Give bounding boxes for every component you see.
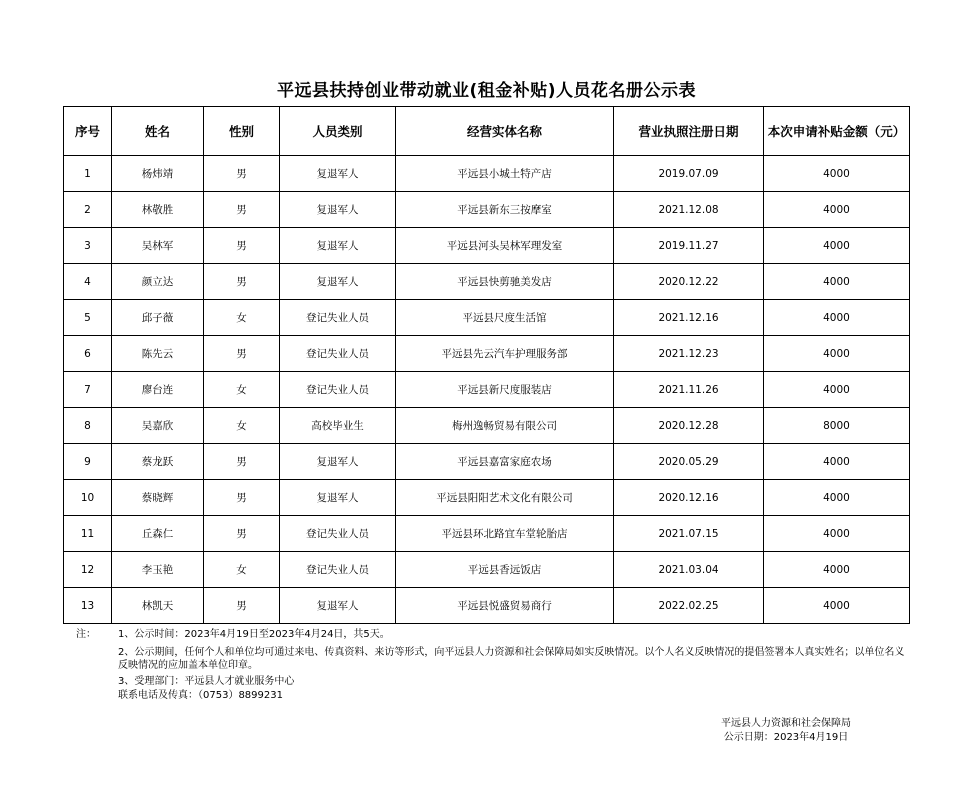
cell-business: 平远县新尺度服装店 (396, 372, 614, 408)
cell-amount: 4000 (764, 444, 910, 480)
cell-name: 李玉艳 (112, 552, 204, 588)
cell-reg-date: 2021.12.16 (614, 300, 764, 336)
cell-amount: 4000 (764, 588, 910, 624)
table-header-row (64, 107, 910, 156)
cell-business: 平远县香远饭店 (396, 552, 614, 588)
cell-index: 5 (64, 300, 112, 336)
cell-name: 颜立达 (112, 264, 204, 300)
cell-business: 平远县尺度生活馆 (396, 300, 614, 336)
cell-index: 9 (64, 444, 112, 480)
cell-business: 平远县小城土特产店 (396, 156, 614, 192)
footer-date: 公示日期：2023年4月19日 (723, 732, 849, 743)
cell-index: 6 (64, 336, 112, 372)
cell-amount: 4000 (764, 552, 910, 588)
cell-category: 复退军人 (280, 192, 396, 228)
cell-category: 复退军人 (280, 228, 396, 264)
cell-name: 吴嘉欣 (112, 408, 204, 444)
cell-reg-date: 2020.12.22 (614, 264, 764, 300)
cell-gender: 男 (204, 264, 280, 300)
cell-gender: 男 (204, 480, 280, 516)
cell-gender: 女 (204, 300, 280, 336)
cell-index: 7 (64, 372, 112, 408)
cell-name: 廖台连 (112, 372, 204, 408)
cell-reg-date: 2022.02.25 (614, 588, 764, 624)
cell-gender: 女 (204, 408, 280, 444)
table-row (64, 264, 910, 300)
cell-gender: 女 (204, 372, 280, 408)
cell-category: 复退军人 (280, 156, 396, 192)
header-index: 序号 (64, 107, 112, 156)
cell-name: 陈先云 (112, 336, 204, 372)
table-row (64, 228, 910, 264)
cell-name: 丘森仁 (112, 516, 204, 552)
cell-name: 蔡晓辉 (112, 480, 204, 516)
cell-business: 平远县嘉富家庭农场 (396, 444, 614, 480)
cell-category: 登记失业人员 (280, 516, 396, 552)
header-name: 姓名 (112, 107, 204, 156)
cell-gender: 男 (204, 228, 280, 264)
table-row (64, 444, 910, 480)
roster-table (63, 106, 910, 624)
header-amount: 本次申请补贴金额（元） (764, 107, 910, 156)
cell-reg-date: 2020.12.16 (614, 480, 764, 516)
cell-index: 8 (64, 408, 112, 444)
cell-index: 2 (64, 192, 112, 228)
cell-reg-date: 2019.11.27 (614, 228, 764, 264)
cell-amount: 4000 (764, 264, 910, 300)
cell-name: 蔡龙跃 (112, 444, 204, 480)
note-accepting-department: 3、受理部门：平远县人才就业服务中心 (118, 676, 295, 687)
cell-category: 高校毕业生 (280, 408, 396, 444)
footer-issuer: 平远县人力资源和社会保障局 (721, 718, 851, 729)
cell-gender: 男 (204, 588, 280, 624)
table-row (64, 372, 910, 408)
notes-label: 注： (76, 629, 96, 640)
cell-amount: 4000 (764, 228, 910, 264)
cell-business: 平远县快剪驰美发店 (396, 264, 614, 300)
cell-index: 11 (64, 516, 112, 552)
cell-category: 复退军人 (280, 264, 396, 300)
cell-category: 复退军人 (280, 588, 396, 624)
cell-gender: 女 (204, 552, 280, 588)
cell-category: 复退军人 (280, 444, 396, 480)
table-row (64, 552, 910, 588)
cell-business: 平远县环北路宜车堂轮胎店 (396, 516, 614, 552)
table-row (64, 480, 910, 516)
cell-amount: 4000 (764, 480, 910, 516)
table-row (64, 336, 910, 372)
header-gender: 性别 (204, 107, 280, 156)
table-row (64, 192, 910, 228)
cell-reg-date: 2020.05.29 (614, 444, 764, 480)
cell-index: 10 (64, 480, 112, 516)
cell-amount: 4000 (764, 156, 910, 192)
cell-gender: 男 (204, 156, 280, 192)
cell-business: 平远县河头吴林军理发室 (396, 228, 614, 264)
cell-gender: 男 (204, 192, 280, 228)
note-publicity-period: 1、公示时间：2023年4月19日至2023年4月24日，共5天。 (118, 629, 390, 640)
note-feedback-channels: 2、公示期间，任何个人和单位均可通过来电、传真资料、来访等形式，向平远县人力资源和社会保障局如实反映情况。以个人名义反映情况的提倡签署本人真实姓名；以单位名义反映情况的应加盖本单位印章。 (118, 647, 905, 671)
page-title: 平远县扶持创业带动就业(租金补贴)人员花名册公示表 (276, 81, 697, 101)
cell-amount: 4000 (764, 300, 910, 336)
cell-index: 3 (64, 228, 112, 264)
cell-gender: 男 (204, 444, 280, 480)
header-business: 经营实体名称 (396, 107, 614, 156)
table-row (64, 588, 910, 624)
cell-index: 1 (64, 156, 112, 192)
cell-gender: 男 (204, 336, 280, 372)
note-contact-phone: 联系电话及传真：（0753）8899231 (118, 690, 283, 701)
cell-reg-date: 2021.12.08 (614, 192, 764, 228)
cell-category: 登记失业人员 (280, 336, 396, 372)
cell-reg-date: 2021.12.23 (614, 336, 764, 372)
table-row (64, 156, 910, 192)
cell-category: 登记失业人员 (280, 300, 396, 336)
cell-business: 梅州逸畅贸易有限公司 (396, 408, 614, 444)
cell-gender: 男 (204, 516, 280, 552)
cell-reg-date: 2021.11.26 (614, 372, 764, 408)
cell-amount: 4000 (764, 516, 910, 552)
cell-business: 平远县新东三按摩室 (396, 192, 614, 228)
cell-index: 13 (64, 588, 112, 624)
cell-reg-date: 2019.07.09 (614, 156, 764, 192)
cell-reg-date: 2021.03.04 (614, 552, 764, 588)
table-row (64, 300, 910, 336)
cell-index: 12 (64, 552, 112, 588)
cell-amount: 4000 (764, 336, 910, 372)
cell-name: 杨炜靖 (112, 156, 204, 192)
table-row (64, 516, 910, 552)
cell-name: 林敬胜 (112, 192, 204, 228)
table-row (64, 408, 910, 444)
cell-business: 平远县悦盛贸易商行 (396, 588, 614, 624)
cell-index: 4 (64, 264, 112, 300)
cell-name: 林凯天 (112, 588, 204, 624)
cell-category: 登记失业人员 (280, 552, 396, 588)
cell-amount: 4000 (764, 372, 910, 408)
cell-category: 复退军人 (280, 480, 396, 516)
cell-category: 登记失业人员 (280, 372, 396, 408)
cell-business: 平远县先云汽车护理服务部 (396, 336, 614, 372)
header-category: 人员类别 (280, 107, 396, 156)
cell-amount: 8000 (764, 408, 910, 444)
cell-name: 邱子薇 (112, 300, 204, 336)
cell-name: 吴林军 (112, 228, 204, 264)
cell-business: 平远县阳阳艺术文化有限公司 (396, 480, 614, 516)
cell-amount: 4000 (764, 192, 910, 228)
cell-reg-date: 2021.07.15 (614, 516, 764, 552)
header-reg-date: 营业执照注册日期 (614, 107, 764, 156)
cell-reg-date: 2020.12.28 (614, 408, 764, 444)
